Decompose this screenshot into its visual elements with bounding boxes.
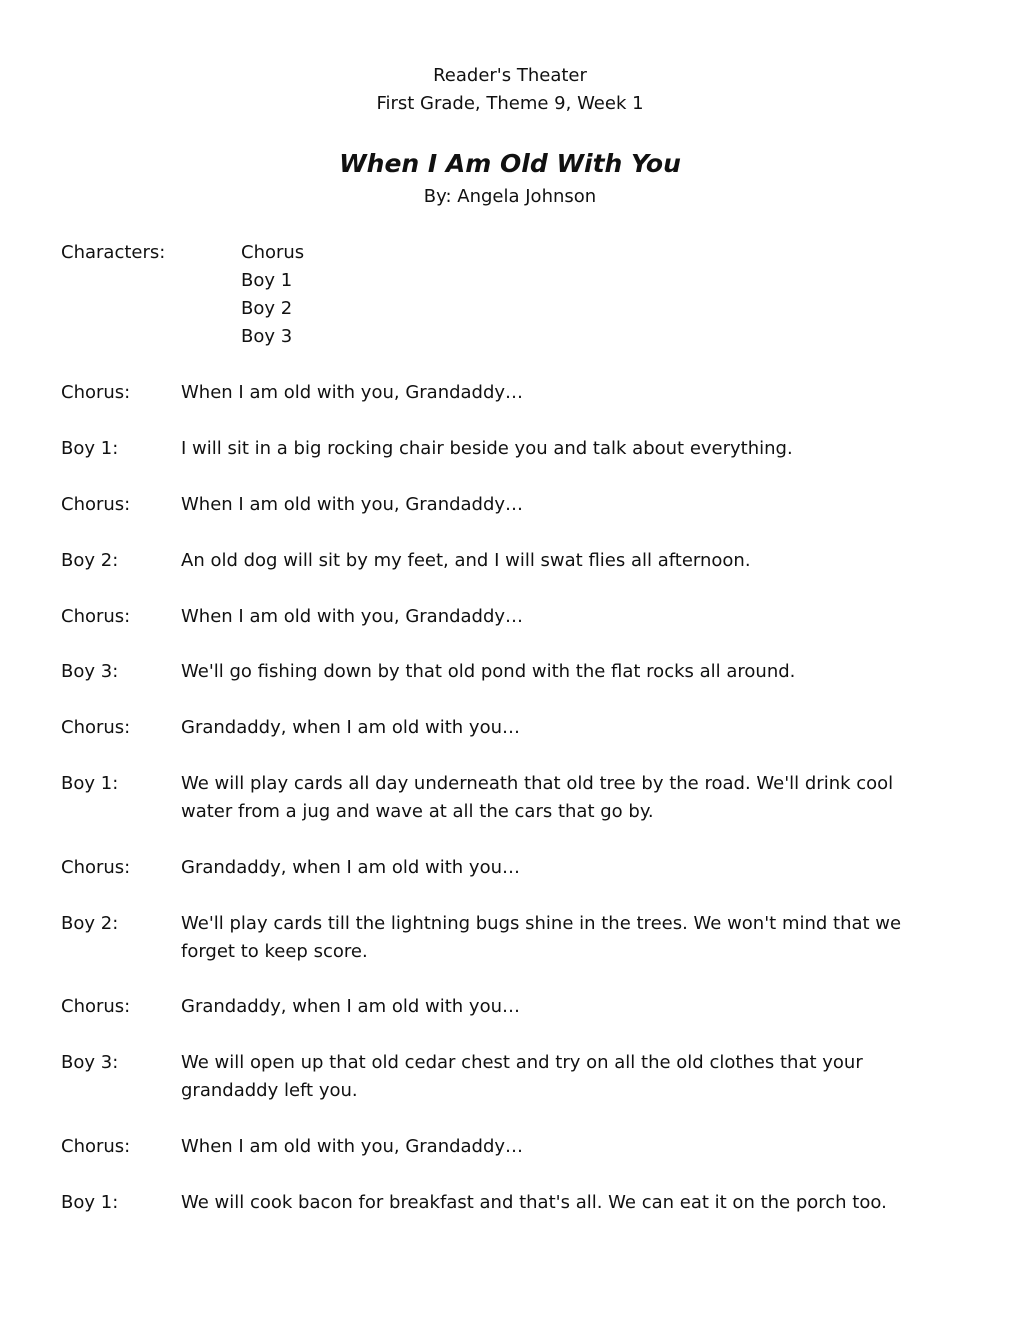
dialogue-line: We will play cards all day underneath that old tree by the road. We'll drink cool <box>181 773 894 794</box>
dialogue-line: forget to keep score. <box>181 941 368 962</box>
speaker-label: Boy 2: <box>61 550 119 571</box>
dialogue-line: We will cook bacon for breakfast and that's all. We can eat it on the porch too. <box>181 1192 887 1213</box>
dialogue-line: We'll play cards till the lightning bugs shine in the trees. We won't mind that we <box>181 913 902 934</box>
character-boy-2: Boy 2 <box>241 298 293 319</box>
speaker-label: Boy 1: <box>61 438 119 459</box>
character-boy-3: Boy 3 <box>241 326 293 347</box>
speaker-label: Boy 3: <box>61 661 119 682</box>
header-line-2: First Grade, Theme 9, Week 1 <box>376 93 644 114</box>
dialogue-line: water from a jug and wave at all the cars that go by. <box>181 801 654 822</box>
characters-label: Characters: <box>61 242 166 263</box>
speaker-label: Boy 1: <box>61 1192 119 1213</box>
author-line: By: Angela Johnson <box>423 186 597 207</box>
dialogue-line: When I am old with you, Grandaddy… <box>181 606 524 627</box>
speaker-label: Boy 2: <box>61 913 119 934</box>
dialogue-line: When I am old with you, Grandaddy… <box>181 494 524 515</box>
speaker-label: Chorus: <box>61 1136 131 1157</box>
dialogue-line: An old dog will sit by my feet, and I will swat flies all afternoon. <box>181 550 751 571</box>
dialogue-line: grandaddy left you. <box>181 1080 358 1101</box>
speaker-label: Chorus: <box>61 857 131 878</box>
speaker-label: Chorus: <box>61 717 131 738</box>
play-title: When I Am Old With You <box>339 149 681 178</box>
dialogue-line: I will sit in a big rocking chair beside you and talk about everything. <box>181 438 793 459</box>
dialogue-line: Grandaddy, when I am old with you… <box>181 717 520 738</box>
dialogue-line: We will open up that old cedar chest and try on all the old clothes that your <box>181 1052 863 1073</box>
speaker-label: Boy 3: <box>61 1052 119 1073</box>
speaker-label: Chorus: <box>61 606 131 627</box>
character-chorus: Chorus <box>241 242 305 263</box>
header-line-1: Reader's Theater <box>433 65 587 86</box>
speaker-label: Chorus: <box>61 996 131 1017</box>
speaker-label: Boy 1: <box>61 773 119 794</box>
speaker-label: Chorus: <box>61 382 131 403</box>
dialogue-line: When I am old with you, Grandaddy… <box>181 382 524 403</box>
dialogue-line: When I am old with you, Grandaddy… <box>181 1136 524 1157</box>
dialogue-line: Grandaddy, when I am old with you… <box>181 996 520 1017</box>
dialogue-line: Grandaddy, when I am old with you… <box>181 857 520 878</box>
character-boy-1: Boy 1 <box>241 270 293 291</box>
speaker-label: Chorus: <box>61 494 131 515</box>
dialogue-line: We'll go fishing down by that old pond with the flat rocks all around. <box>181 661 796 682</box>
